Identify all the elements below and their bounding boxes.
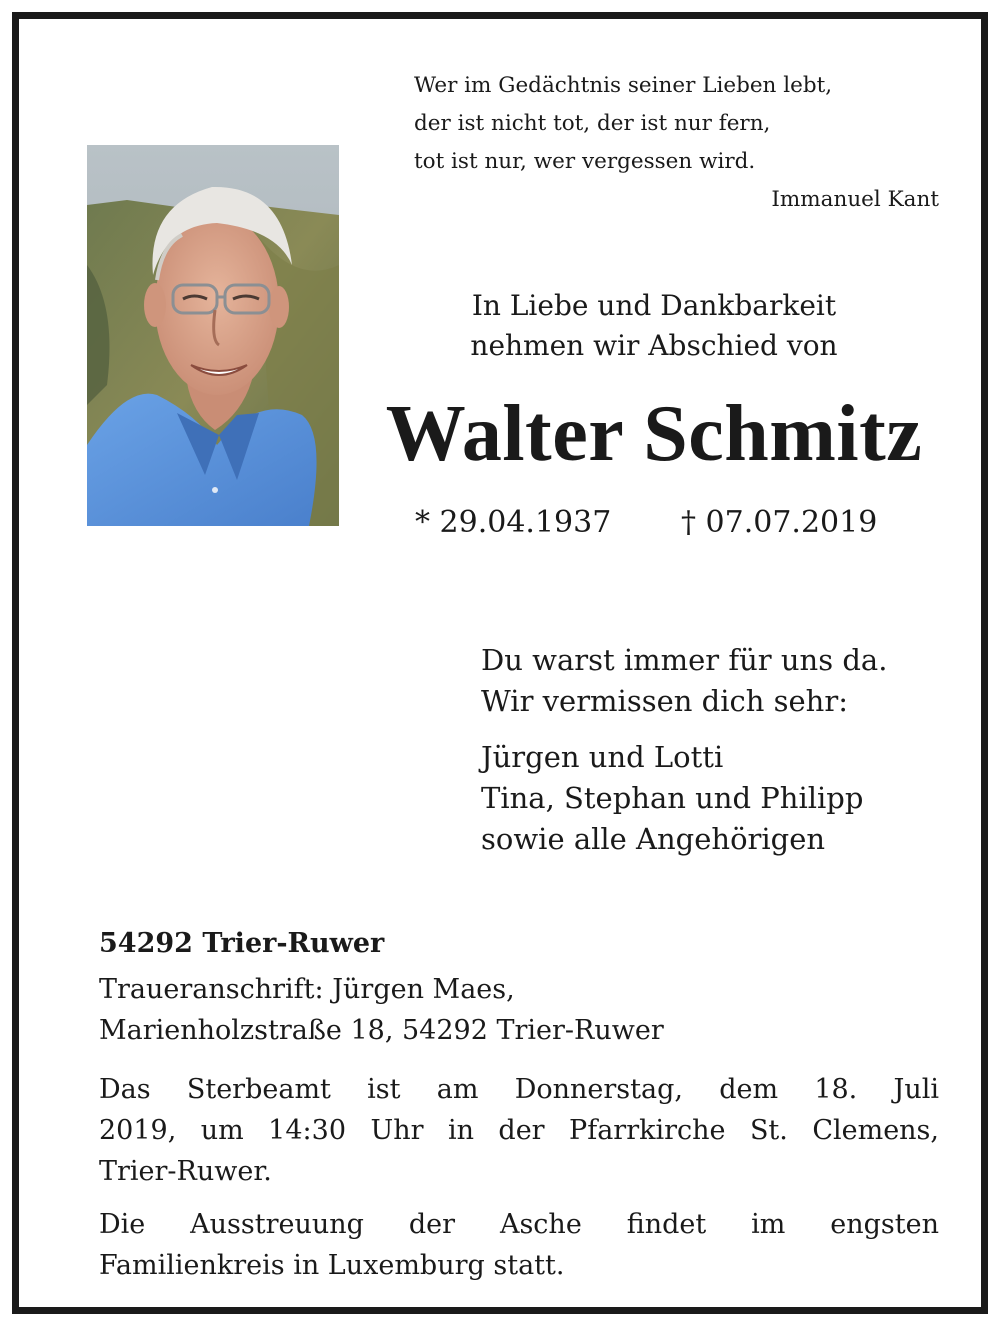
- location-heading: 54292 Trier-Ruwer: [99, 928, 385, 959]
- service-line: Trier-Ruwer.: [99, 1156, 272, 1187]
- quote-line: der ist nicht tot, der ist nur fern,: [414, 111, 771, 136]
- memorial-quote: [414, 67, 939, 219]
- deceased-name: Walter Schmitz: [385, 390, 923, 478]
- death-date: † 07.07.2019: [681, 505, 878, 540]
- mourners-list: [481, 737, 863, 860]
- intro-line: In Liebe und Dankbarkeit: [471, 289, 837, 322]
- birth-date: * 29.04.1937: [415, 505, 612, 540]
- ashes-line: Familienkreis in Luxemburg statt.: [99, 1250, 565, 1281]
- service-line: Das Sterbeamt ist am Donnerstag, dem 18. Juli: [99, 1074, 939, 1105]
- mourner-line: sowie alle Angehörigen: [481, 822, 826, 856]
- address-line: Marienholzstraße 18, 54292 Trier-Ruwer: [99, 1015, 664, 1046]
- mourner-line: Jürgen und Lotti: [481, 740, 724, 774]
- mourner-line: Tina, Stephan und Philipp: [481, 781, 864, 815]
- funeral-service-notice: [99, 1069, 939, 1192]
- mourning-address: [99, 969, 664, 1051]
- service-line: 2019, um 14:30 Uhr in der Pfarrkirche St. Clemens,: [99, 1115, 939, 1146]
- farewell-message: [481, 640, 887, 722]
- portrait-photo: [87, 145, 339, 526]
- ashes-notice: [99, 1204, 939, 1286]
- portrait-illustration: [87, 145, 339, 526]
- quote-line: tot ist nur, wer vergessen wird.: [414, 149, 756, 174]
- obituary-frame: [12, 12, 988, 1314]
- quote-author: Immanuel Kant: [771, 187, 939, 212]
- intro-text: [379, 286, 929, 366]
- intro-line: nehmen wir Abschied von: [470, 329, 838, 362]
- message-line: Wir vermissen dich sehr:: [481, 684, 848, 718]
- ashes-line: Die Ausstreuung der Asche findet im engsten: [99, 1209, 939, 1240]
- address-line: Traueranschrift: Jürgen Maes,: [99, 974, 515, 1005]
- quote-line: Wer im Gedächtnis seiner Lieben lebt,: [414, 73, 833, 98]
- message-line: Du warst immer für uns da.: [481, 643, 888, 677]
